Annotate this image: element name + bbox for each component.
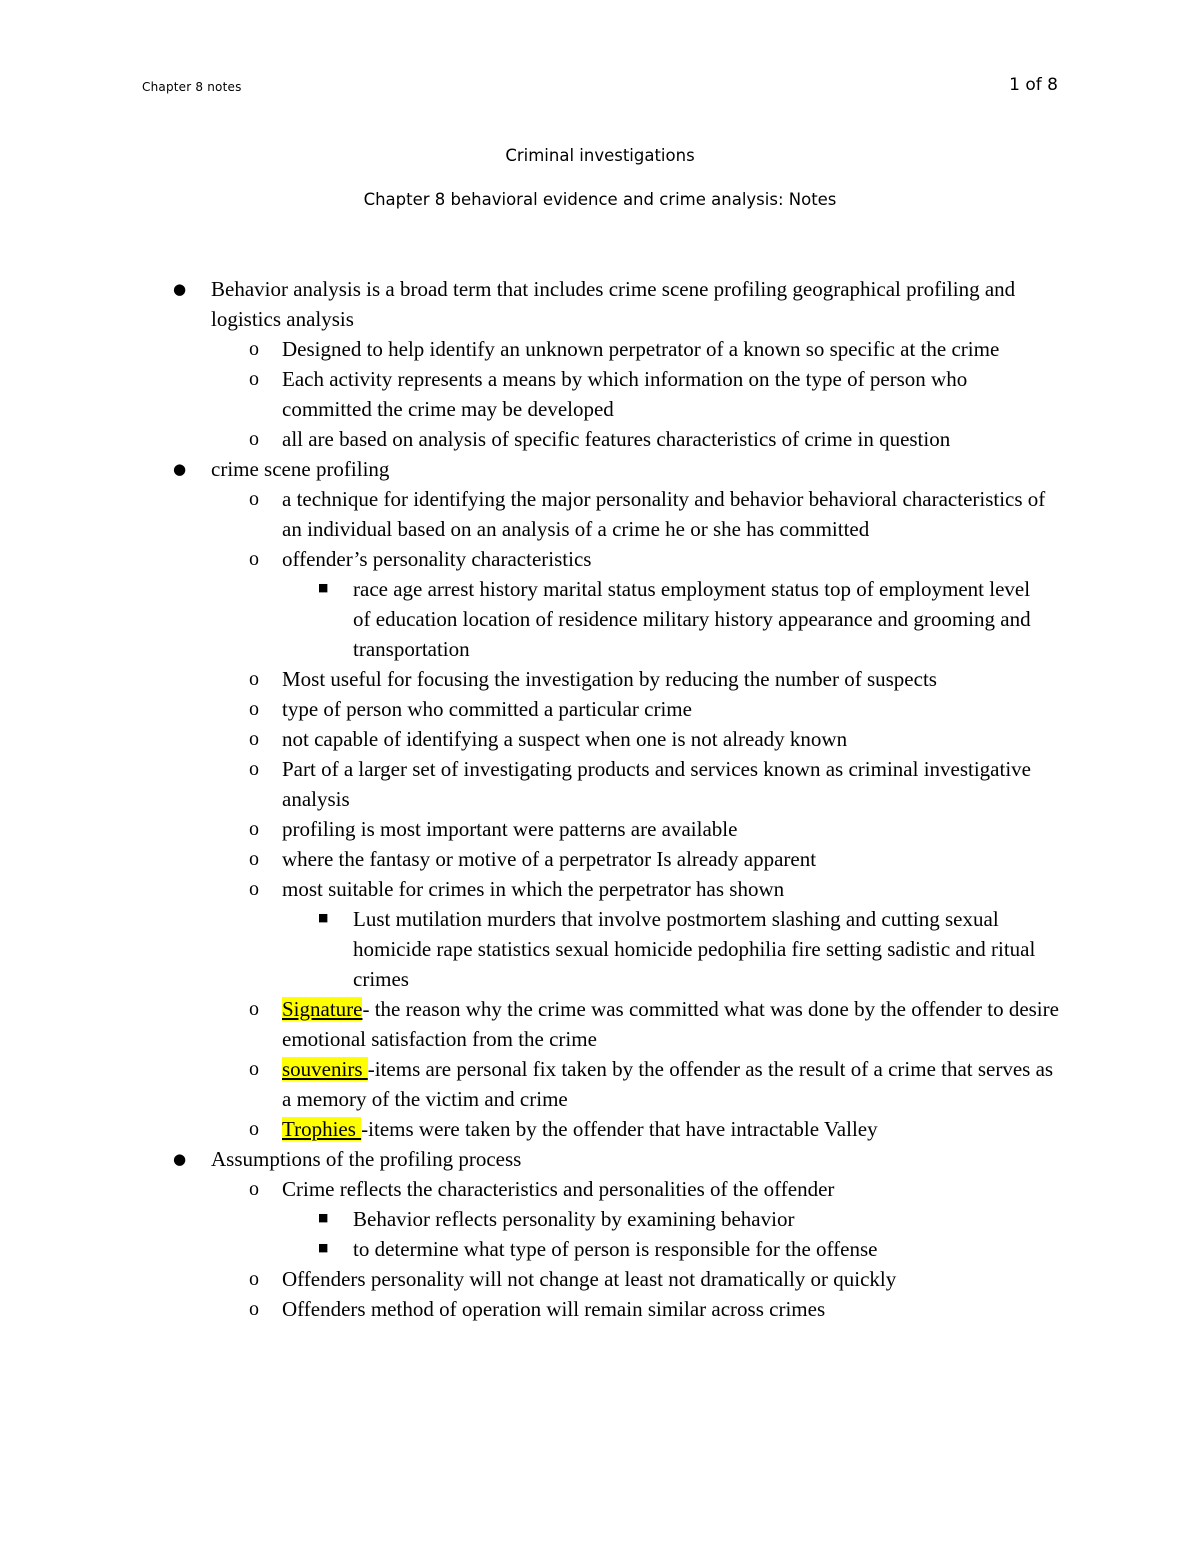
circle-bullet-icon: o bbox=[249, 1058, 259, 1080]
note-text: a technique for identifying the major personality and behavior behavioral characteristics of an individual based on an analysis of a crime he or she has committed bbox=[282, 487, 1046, 541]
note-item-level-2 bbox=[249, 754, 1062, 814]
note-text: profiling is most important were patterns are available bbox=[282, 817, 738, 841]
note-text: offender’s personality characteristics bbox=[282, 547, 592, 571]
note-item-level-2 bbox=[249, 694, 1062, 724]
note-text: race age arrest history marital status employment status top of employment level of education location of residence military history appearance and grooming and transportation bbox=[353, 577, 1031, 661]
note-text: all are based on analysis of specific features characteristics of crime in question bbox=[282, 427, 951, 451]
note-item-level-3 bbox=[318, 1204, 1043, 1234]
circle-bullet-icon: o bbox=[249, 818, 259, 840]
note-text: where the fantasy or motive of a perpetrator Is already apparent bbox=[282, 847, 817, 871]
square-bullet-icon: ■ bbox=[318, 1241, 329, 1254]
circle-bullet-icon: o bbox=[249, 1298, 259, 1320]
note-text: Each activity represents a means by which information on the type of person who committed the crime may be developed bbox=[282, 367, 968, 421]
circle-bullet-icon: o bbox=[249, 1118, 259, 1140]
square-bullet-icon: ■ bbox=[318, 911, 329, 924]
note-text: -items are personal fix taken by the offender as the result of a crime that serves as a memory of the victim and crime bbox=[282, 1057, 1054, 1111]
circle-bullet-icon: o bbox=[249, 848, 259, 870]
note-item-level-1 bbox=[173, 454, 1031, 484]
note-text: Part of a larger set of investigating products and services known as criminal investigative analysis bbox=[282, 757, 1031, 811]
highlighted-term: Trophies bbox=[282, 1117, 362, 1141]
circle-bullet-icon: o bbox=[249, 758, 259, 780]
note-item-level-2 bbox=[249, 334, 1062, 364]
note-text: not capable of identifying a suspect when one is not already known bbox=[282, 727, 848, 751]
notes-list bbox=[0, 274, 1200, 1324]
note-text: Behavior reflects personality by examining behavior bbox=[353, 1207, 795, 1231]
square-bullet-icon: ■ bbox=[318, 1211, 329, 1224]
circle-bullet-icon: o bbox=[249, 488, 259, 510]
note-item-level-2 bbox=[249, 1264, 1062, 1294]
page-header-title: Chapter 8 notes bbox=[142, 80, 242, 94]
note-item-level-3 bbox=[318, 574, 1043, 664]
circle-bullet-icon: o bbox=[249, 428, 259, 450]
note-item-level-3 bbox=[318, 1234, 1043, 1264]
note-item-level-2 bbox=[249, 664, 1062, 694]
note-text: Crime reflects the characteristics and personalities of the offender bbox=[282, 1177, 835, 1201]
note-item-level-2 bbox=[249, 874, 1062, 904]
note-text: -items were taken by the offender that have intractable Valley bbox=[361, 1117, 878, 1141]
note-item-level-2 bbox=[249, 994, 1062, 1054]
note-item-level-1 bbox=[173, 274, 1031, 334]
note-text: - the reason why the crime was committed what was done by the offender to desire emotional satisfaction from the crime bbox=[282, 997, 1059, 1051]
note-item-level-2 bbox=[249, 484, 1062, 544]
note-text: Offenders personality will not change at least not dramatically or quickly bbox=[282, 1267, 897, 1291]
highlighted-term: souvenirs bbox=[282, 1057, 368, 1081]
page-number: 1 of 8 bbox=[1009, 75, 1058, 95]
circle-bullet-icon: o bbox=[249, 668, 259, 690]
note-item-level-2 bbox=[249, 424, 1062, 454]
circle-bullet-icon: o bbox=[249, 1178, 259, 1200]
note-text: crime scene profiling bbox=[211, 457, 390, 481]
circle-bullet-icon: o bbox=[249, 998, 259, 1020]
note-item-level-2 bbox=[249, 844, 1062, 874]
note-text: Designed to help identify an unknown perpetrator of a known so specific at the crime bbox=[282, 337, 1000, 361]
note-item-level-2 bbox=[249, 1114, 1062, 1144]
note-text: Most useful for focusing the investigation by reducing the number of suspects bbox=[282, 667, 937, 691]
note-text: type of person who committed a particular crime bbox=[282, 697, 692, 721]
note-text: most suitable for crimes in which the perpetrator has shown bbox=[282, 877, 785, 901]
note-text: Assumptions of the profiling process bbox=[211, 1147, 522, 1171]
bullet-icon: ● bbox=[173, 460, 187, 478]
bullet-icon: ● bbox=[173, 1150, 187, 1168]
note-item-level-2 bbox=[249, 544, 1062, 574]
document-subtitle: Chapter 8 behavioral evidence and crime analysis: Notes bbox=[363, 190, 837, 209]
circle-bullet-icon: o bbox=[249, 368, 259, 390]
square-bullet-icon: ■ bbox=[318, 581, 329, 594]
note-text: Lust mutilation murders that involve postmortem slashing and cutting sexual homicide rape statistics sexual homicide pedophilia fire setting sadistic and ritual crimes bbox=[353, 907, 1036, 991]
bullet-icon: ● bbox=[173, 280, 187, 298]
document-title: Criminal investigations bbox=[505, 146, 695, 165]
circle-bullet-icon: o bbox=[249, 878, 259, 900]
circle-bullet-icon: o bbox=[249, 1268, 259, 1290]
note-text: to determine what type of person is responsible for the offense bbox=[353, 1237, 878, 1261]
note-item-level-3 bbox=[318, 904, 1043, 994]
note-item-level-2 bbox=[249, 1054, 1062, 1114]
note-item-level-2 bbox=[249, 1174, 1062, 1204]
note-item-level-1 bbox=[173, 1144, 1031, 1174]
circle-bullet-icon: o bbox=[249, 698, 259, 720]
note-item-level-2 bbox=[249, 1294, 1062, 1324]
circle-bullet-icon: o bbox=[249, 548, 259, 570]
note-text: Offenders method of operation will remain similar across crimes bbox=[282, 1297, 826, 1321]
note-item-level-2 bbox=[249, 814, 1062, 844]
highlighted-term: Signature bbox=[282, 997, 363, 1021]
circle-bullet-icon: o bbox=[249, 728, 259, 750]
note-item-level-2 bbox=[249, 364, 1062, 424]
circle-bullet-icon: o bbox=[249, 338, 259, 360]
note-item-level-2 bbox=[249, 724, 1062, 754]
note-text: Behavior analysis is a broad term that includes crime scene profiling geographical profiling and logistics analysis bbox=[211, 277, 1016, 331]
